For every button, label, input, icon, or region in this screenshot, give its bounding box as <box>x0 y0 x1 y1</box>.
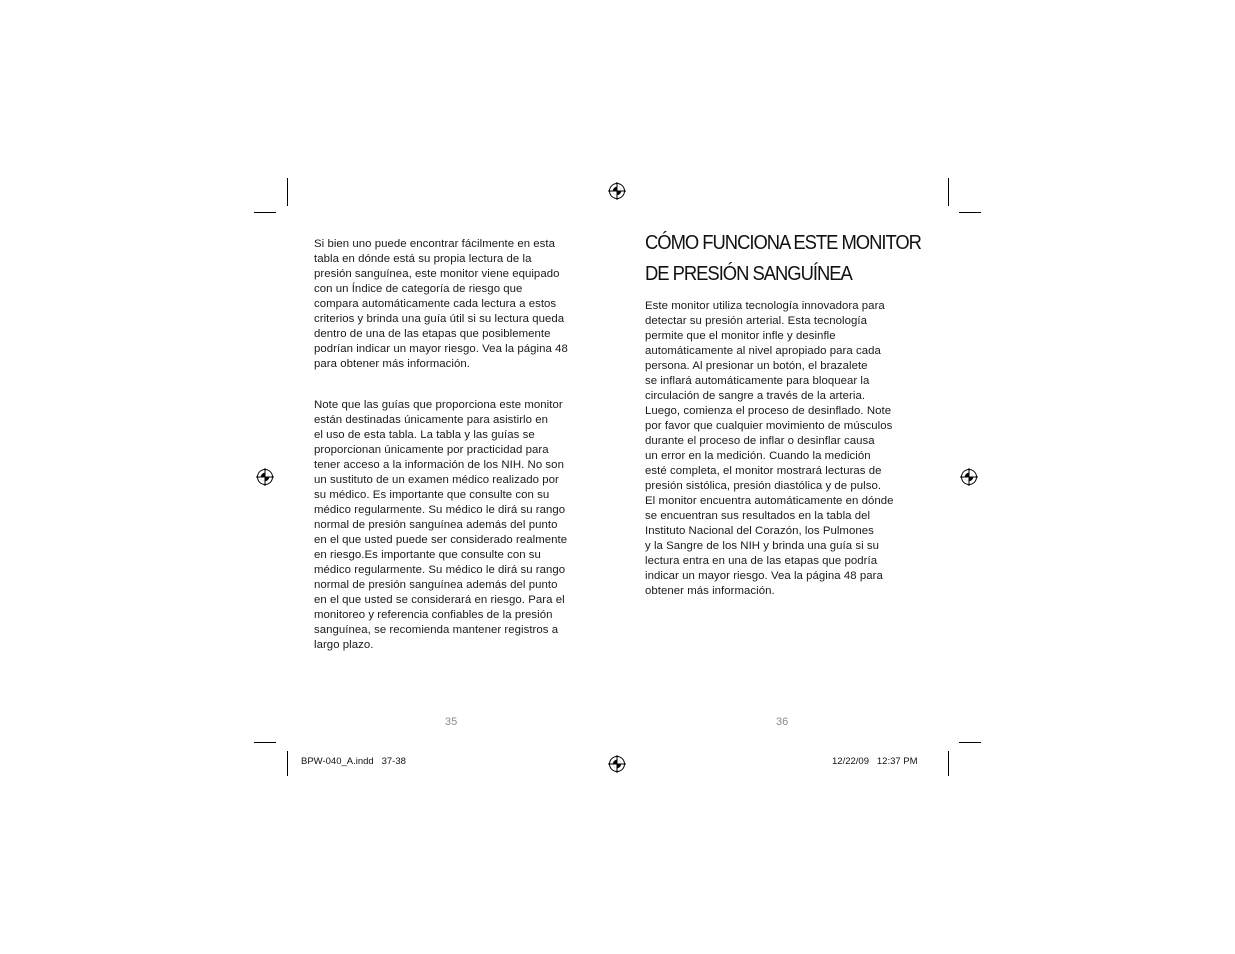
page-number-right: 36 <box>776 716 789 728</box>
slug-file-name: BPW-040_A.indd 37-38 <box>301 756 406 767</box>
crop-mark-top-left-horizontal <box>254 212 276 213</box>
crop-mark-bottom-left-vertical <box>287 751 288 776</box>
crop-mark-top-right-vertical <box>948 178 949 206</box>
crop-mark-top-left-vertical <box>287 178 288 206</box>
left-page-paragraph-1: Si bien uno puede encontrar fácilmente en esta tabla en dónde está su propia lectura de la presión sanguínea, este monitor viene equipado con un Índice de categoría de riesgo que compara automáticamente cada lectura a estos criterios y brinda una guía útil si su lectura queda dentro de una de las etapas que posiblemente podrían indicar un mayor riesgo. Vea la página 48 para obtener más información. <box>314 238 568 370</box>
section-heading: CÓMO FUNCIONA ESTE MONITOR DE PRESIÓN SANGUÍNEA <box>645 232 921 285</box>
left-page-paragraph-2: Note que las guías que proporciona este monitor están destinadas únicamente para asistirlo en el uso de esta tabla. La tabla y las guías se proporcionan únicamente por practicidad para tener acceso a la información de los NIH. No son un sustituto de un examen médico realizado por su médico. Es importante que consulte con su médico regularmente. Su médico le dirá su rango normal de presión sanguínea además del punto en el que usted puede ser considerado realmente en riesgo.Es importante que consulte con su médico regularmente. Su médico le dirá su rango normal de presión sanguínea además del punto en el que usted se considerará en riesgo. Para el monitoreo y referencia confiables de la presión sanguínea, se recomienda mantener registros a largo plazo. <box>314 399 568 651</box>
crop-mark-top-right-horizontal <box>959 212 981 213</box>
registration-target-icon <box>256 468 274 486</box>
slug-timestamp: 12/22/09 12:37 PM <box>832 756 918 767</box>
crop-mark-bottom-left-horizontal <box>254 742 276 743</box>
registration-target-icon <box>608 182 626 200</box>
crop-mark-bottom-right-vertical <box>948 751 949 776</box>
right-page-paragraph: Este monitor utiliza tecnología innovadora para detectar su presión arterial. Esta tecnología permite que el monitor infle y desinfle automáticamente al nivel apropiado para cada persona. Al presionar un botón, el brazalete se inflará automáticamente para bloquear la circulación de sangre a través de la arteria. Luego, comienza el proceso de desinflado. Note por favor que cualquier movimiento de músculos durante el proceso de inflar o desinflar causa un error en la medición. Cuando la medición esté completa, el monitor mostrará lecturas de presión sistólica, presión diastólica y de pulso. El monitor encuentra automáticamente en dónde se encuentran sus resultados en la tabla del Instituto Nacional del Corazón, los Pulmones y la Sangre de los NIH y brinda una guía si su lectura entra en una de las etapas que podría indicar un mayor riesgo. Vea la página 48 para obtener más información. <box>645 300 894 597</box>
registration-target-icon <box>608 755 626 773</box>
page-number-left: 35 <box>445 716 458 728</box>
crop-mark-bottom-right-horizontal <box>959 742 981 743</box>
registration-target-icon <box>960 468 978 486</box>
